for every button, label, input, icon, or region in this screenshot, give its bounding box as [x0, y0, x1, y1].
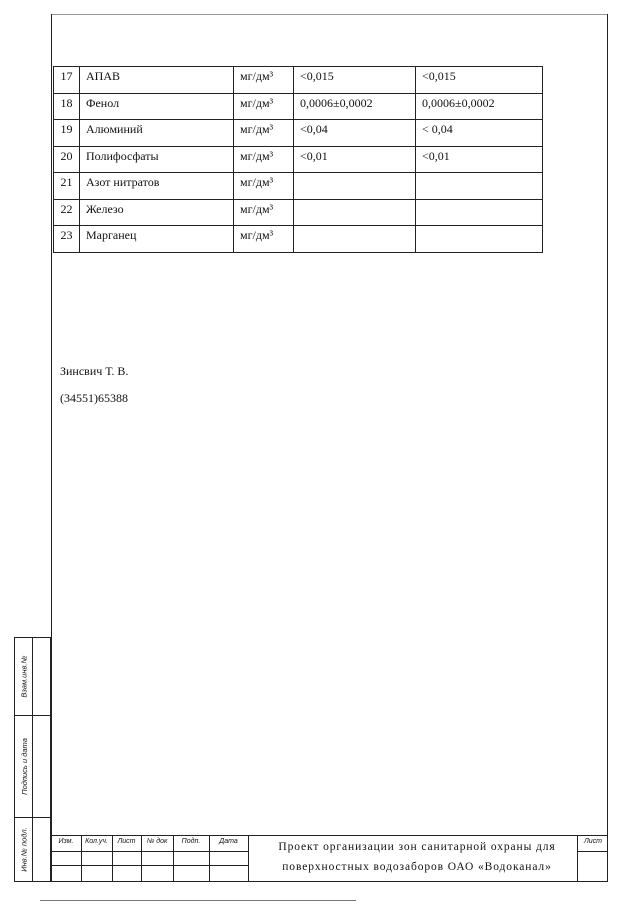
unit-cell: мг/дм³ — [234, 146, 294, 173]
parameter-name-cell: АПАВ — [80, 67, 234, 94]
value-1-cell: <0,04 — [294, 120, 416, 147]
value-2-cell — [416, 226, 543, 253]
side-stamp-label-inventory: Инв.№ подл. — [19, 826, 29, 872]
side-stamp-label-signature: Подпись и дата — [19, 737, 29, 795]
value-1-cell — [294, 173, 416, 200]
parameter-name-cell: Алюминий — [80, 120, 234, 147]
value-2-cell: < 0,04 — [416, 120, 543, 147]
unit-cell: мг/дм³ — [234, 226, 294, 253]
side-stamp-label-replacement: Взам.инв.№ — [19, 655, 29, 698]
header-date: Дата — [219, 838, 238, 845]
value-2-cell — [416, 199, 543, 226]
unit-cell: мг/дм³ — [234, 93, 294, 120]
parameter-name-cell: Марганец — [80, 226, 234, 253]
table-row — [54, 199, 543, 226]
row-number-cell: 20 — [54, 146, 80, 173]
header-sheet: Лист — [117, 838, 136, 845]
unit-cell: мг/дм³ — [234, 173, 294, 200]
value-1-cell: <0,01 — [294, 146, 416, 173]
value-2-cell: <0,015 — [416, 67, 543, 94]
header-change: Изм. — [58, 838, 74, 845]
value-2-cell: <0,01 — [416, 146, 543, 173]
sheet-label: Лист — [583, 838, 603, 845]
unit-cell: мг/дм³ — [234, 67, 294, 94]
table-row — [54, 173, 543, 200]
parameter-name-cell: Азот нитратов — [80, 173, 234, 200]
signature-name: Зинсвич Т. В. — [60, 364, 129, 378]
unit-cell: мг/дм³ — [234, 120, 294, 147]
row-number-cell: 23 — [54, 226, 80, 253]
row-number-cell: 22 — [54, 199, 80, 226]
title-block — [51, 835, 608, 882]
value-2-cell: 0,0006±0,0002 — [416, 93, 543, 120]
header-signature: Подп. — [181, 838, 201, 845]
signature-phone: (34551)65388 — [60, 391, 128, 405]
value-1-cell: 0,0006±0,0002 — [294, 93, 416, 120]
row-number-cell: 18 — [54, 93, 80, 120]
table-row — [54, 93, 543, 120]
side-stamp-divider — [32, 638, 33, 881]
table-row — [54, 226, 543, 253]
header-doc-number: № док — [146, 838, 168, 845]
table-row — [54, 67, 543, 94]
value-2-cell — [416, 173, 543, 200]
parameter-name-cell: Железо — [80, 199, 234, 226]
water-quality-table — [53, 66, 543, 253]
row-number-cell: 17 — [54, 67, 80, 94]
value-1-cell — [294, 199, 416, 226]
parameter-name-cell: Полифосфаты — [80, 146, 234, 173]
bottom-scan-edge — [40, 900, 356, 901]
value-1-cell — [294, 226, 416, 253]
table-row — [54, 120, 543, 147]
value-1-cell: <0,015 — [294, 67, 416, 94]
project-title: Проект организации зон санитарной охраны для поверхностных водозаборов ОАО «Водоканал» — [278, 841, 556, 873]
parameter-name-cell: Фенол — [80, 93, 234, 120]
row-number-cell: 19 — [54, 120, 80, 147]
row-number-cell: 21 — [54, 173, 80, 200]
unit-cell: мг/дм³ — [234, 199, 294, 226]
table-row — [54, 146, 543, 173]
side-stamp — [14, 637, 51, 882]
table-body — [54, 67, 543, 253]
header-count: Кол.уч. — [85, 838, 108, 845]
